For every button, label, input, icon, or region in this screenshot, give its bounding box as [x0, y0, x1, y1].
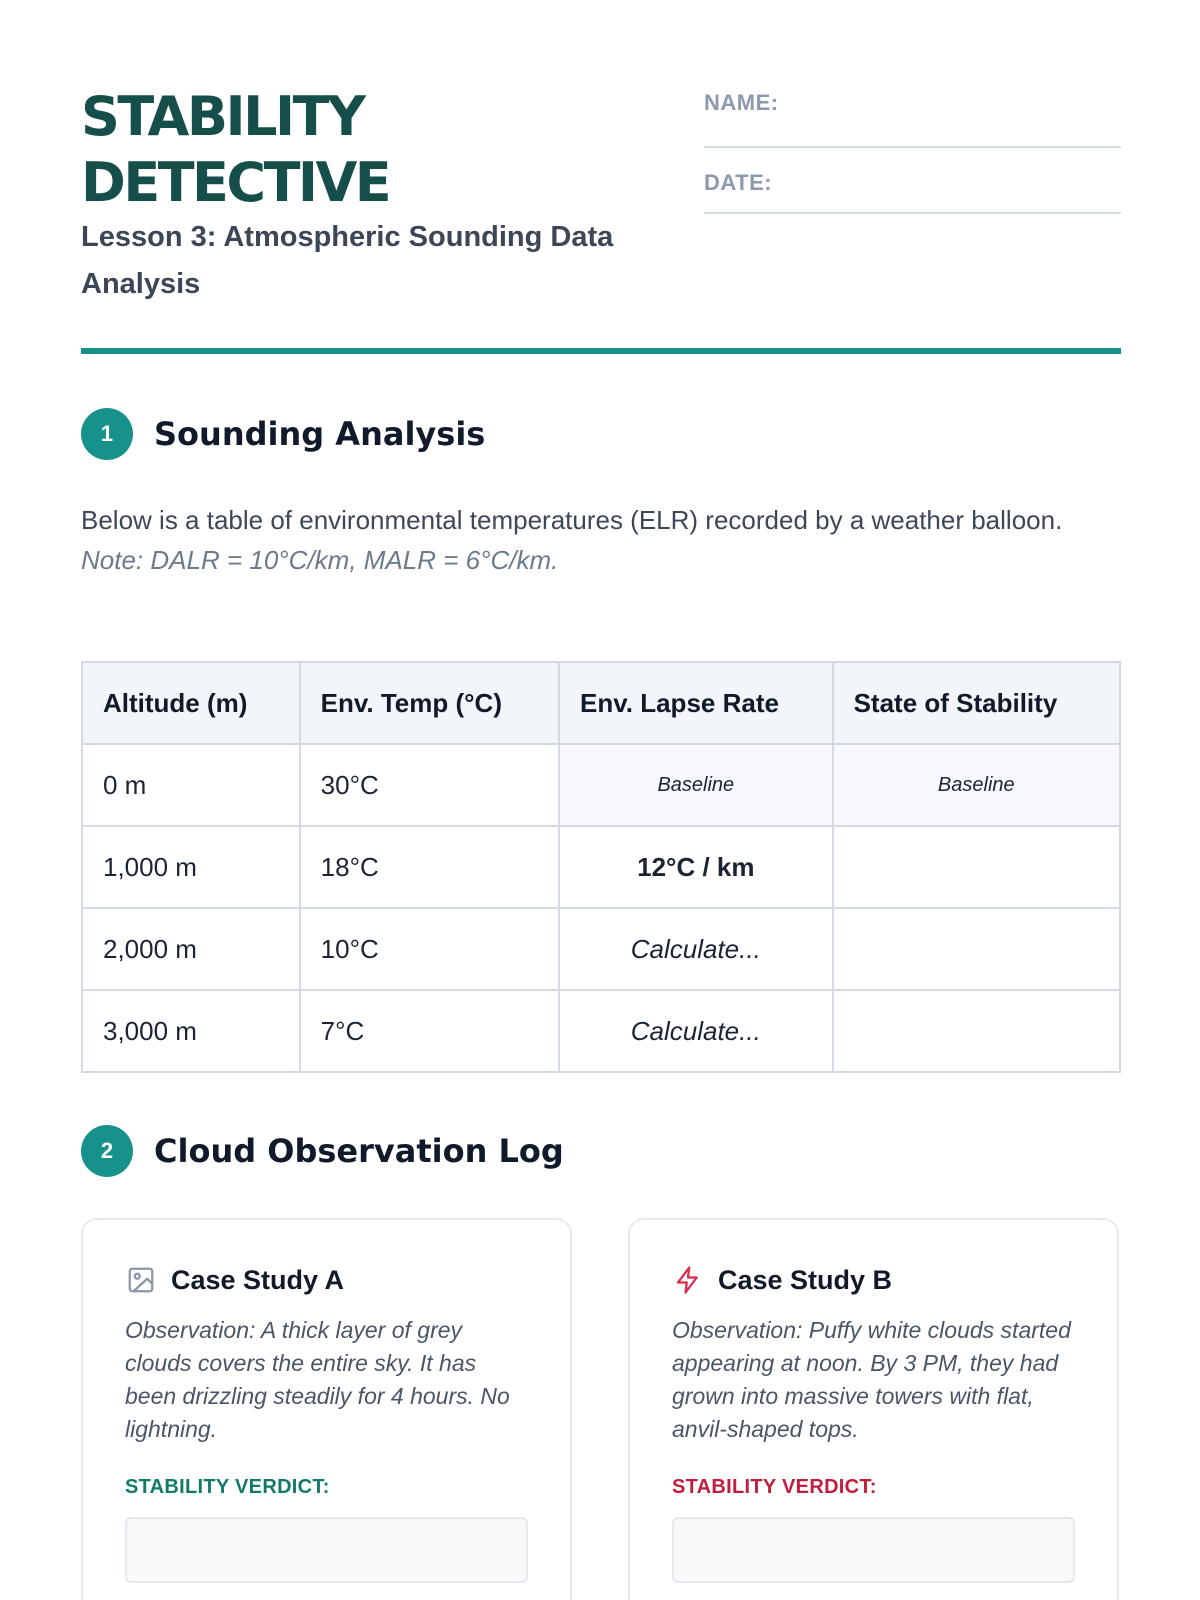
section-title: Cloud Observation Log: [154, 1132, 564, 1170]
lapse-rate-answer-cell[interactable]: Calculate...: [559, 990, 833, 1072]
verdict-answer-box[interactable]: [672, 1517, 1075, 1583]
table-row: [82, 990, 1120, 1072]
image-icon: [125, 1264, 157, 1296]
lesson-subtitle: Lesson 3: Atmospheric Sounding Data Analysis: [81, 221, 614, 300]
worksheet-header: [81, 0, 1121, 356]
lightning-icon: [672, 1264, 704, 1296]
altitude-cell: 3,000 m: [82, 990, 300, 1072]
name-field[interactable]: [704, 86, 1121, 148]
verdict-answer-box[interactable]: [125, 1517, 528, 1583]
lapse-rate-cell: Baseline: [559, 744, 833, 826]
temperature-cell: 18°C: [300, 826, 559, 908]
column-header-stability: State of Stability: [833, 662, 1120, 744]
lapse-rate-cell: 12°C / km: [559, 826, 833, 908]
section-number-badge: 2: [81, 1125, 133, 1177]
card-title: Case Study A: [171, 1264, 345, 1295]
section-title: Sounding Analysis: [154, 415, 486, 453]
sounding-data-table: [81, 661, 1121, 1073]
stability-cell: Baseline: [833, 744, 1120, 826]
title-line-2: DETECTIVE: [81, 151, 390, 214]
table-row: [82, 744, 1120, 826]
student-info-fields: [704, 86, 1121, 214]
worksheet-page: [81, 0, 1121, 1498]
verdict-label: STABILITY VERDICT:: [672, 1476, 877, 1498]
temperature-cell: 7°C: [300, 990, 559, 1072]
card-header: [125, 1260, 528, 1300]
header-divider: [81, 348, 1121, 354]
name-label: NAME:: [704, 90, 779, 115]
card-header: [672, 1260, 1075, 1300]
section-1-heading: [81, 408, 485, 460]
observation-text: Observation: Puffy white clouds started appearing at noon. By 3 PM, they had grown into massive towers with flat, anvil-shaped tops.: [672, 1317, 1071, 1442]
table-row: [82, 826, 1120, 908]
page-title: [81, 84, 681, 216]
case-study-card-a: [81, 1218, 572, 1600]
temperature-cell: 30°C: [300, 744, 559, 826]
stability-answer-cell[interactable]: [833, 826, 1120, 908]
section-1-instructions: [81, 500, 1121, 580]
verdict-label: STABILITY VERDICT:: [125, 1476, 330, 1498]
column-header-env-temp: Env. Temp (°C): [300, 662, 559, 744]
stability-answer-cell[interactable]: [833, 990, 1120, 1072]
section-2-heading: [81, 1125, 564, 1177]
altitude-cell: 2,000 m: [82, 908, 300, 990]
case-study-card-b: [628, 1218, 1119, 1600]
card-title: Case Study B: [718, 1264, 893, 1295]
stability-answer-cell[interactable]: [833, 908, 1120, 990]
table-header-row: [82, 662, 1120, 744]
section-number-badge: 1: [81, 408, 133, 460]
column-header-lapse-rate: Env. Lapse Rate: [559, 662, 833, 744]
column-header-altitude: Altitude (m): [82, 662, 300, 744]
lapse-rate-note: Note: DALR = 10°C/km, MALR = 6°C/km.: [81, 545, 559, 575]
altitude-cell: 1,000 m: [82, 826, 300, 908]
lapse-rate-answer-cell[interactable]: Calculate...: [559, 908, 833, 990]
date-label: DATE:: [704, 170, 773, 195]
altitude-cell: 0 m: [82, 744, 300, 826]
instructions-text: Below is a table of environmental temperatures (ELR) recorded by a weather balloon.: [81, 505, 1063, 535]
table-row: [82, 908, 1120, 990]
temperature-cell: 10°C: [300, 908, 559, 990]
observation-text: Observation: A thick layer of grey clouds covers the entire sky. It has been drizzling steadily for 4 hours. No lightning.: [125, 1317, 510, 1442]
date-field[interactable]: [704, 148, 1121, 214]
title-line-1: STABILITY: [81, 85, 364, 148]
